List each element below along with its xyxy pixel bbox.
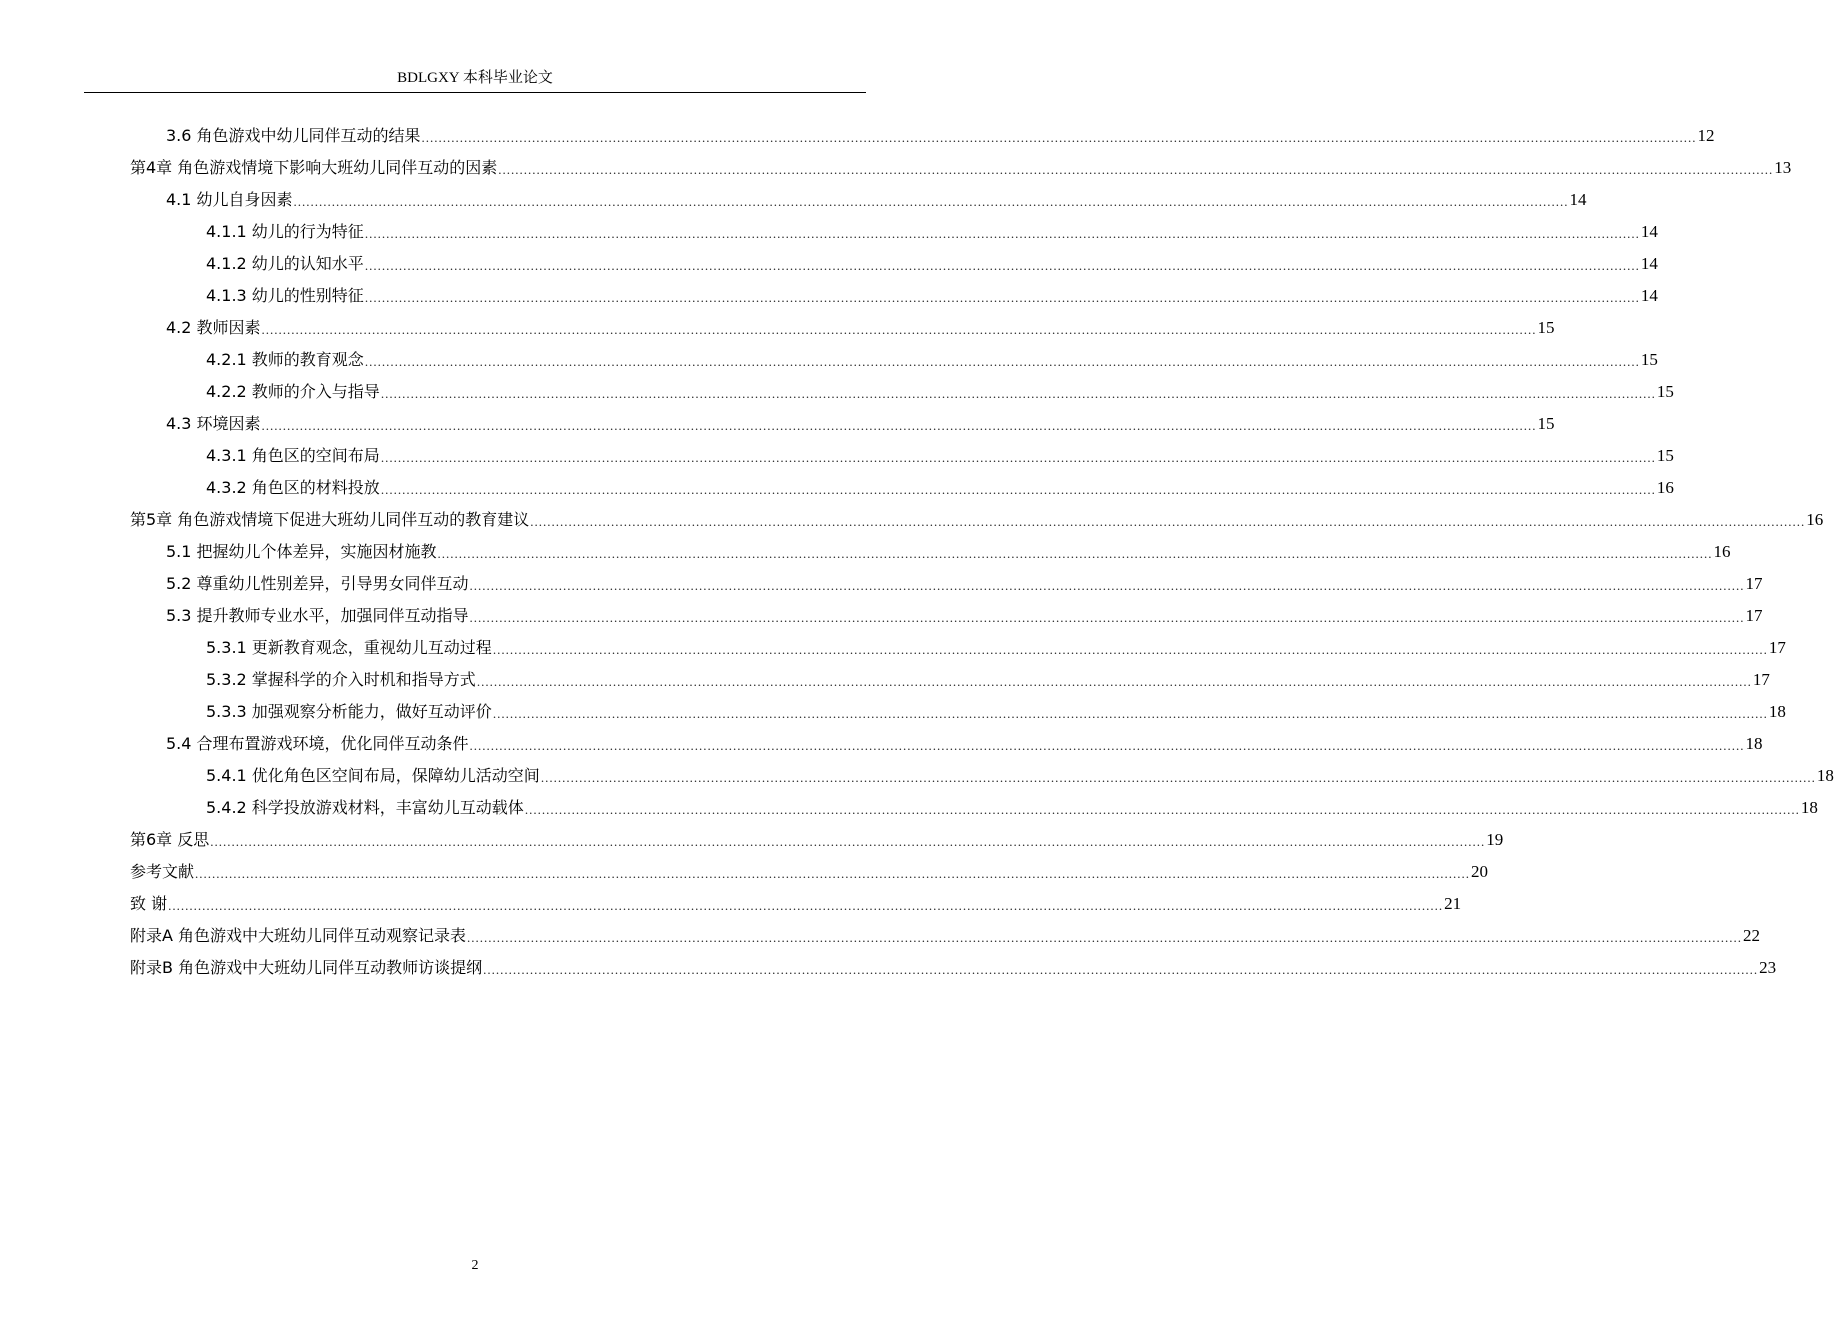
- toc-entry[interactable]: [166, 596, 1763, 626]
- toc-entry[interactable]: [206, 788, 1818, 818]
- toc-leader-dots: ............................................................................................................................................................................................................................................................................................................: [168, 898, 1444, 913]
- toc-entry-label: 5.3 提升教师专业水平，加强同伴互动指导: [166, 606, 469, 625]
- toc-entry-page: 14: [1640, 222, 1658, 241]
- toc-entry[interactable]: [166, 180, 1587, 210]
- toc-entry-label: 5.2 尊重幼儿性别差异，引导男女同伴互动: [166, 574, 469, 593]
- toc-entry-page: 15: [1537, 318, 1555, 337]
- toc-entry[interactable]: [206, 468, 1674, 498]
- toc-entry-page: 17: [1745, 606, 1763, 625]
- toc-entry-page: 22: [1743, 926, 1761, 945]
- toc-entry-label: 5.3.2 掌握科学的介入时机和指导方式: [206, 670, 476, 689]
- toc-entry[interactable]: [130, 500, 1824, 530]
- toc-leader-dots: ............................................................................................................................................................................................................................................................................................................: [210, 834, 1486, 849]
- toc-entry-label: 附录B 角色游戏中大班幼儿同伴互动教师访谈提纲: [130, 958, 483, 977]
- toc-leader-dots: ............................................................................................................................................................................................................................................................................................................: [469, 610, 1745, 625]
- toc-entry[interactable]: [206, 340, 1658, 370]
- toc-entry-label: 4.2.1 教师的教育观念: [206, 350, 364, 369]
- toc-entry-label: 5.4.2 科学投放游戏材料，丰富幼儿互动载体: [206, 798, 524, 817]
- toc-leader-dots: ............................................................................................................................................................................................................................................................................................................: [380, 386, 1656, 401]
- toc-leader-dots: ............................................................................................................................................................................................................................................................................................................: [437, 546, 1713, 561]
- toc-entry-page: 14: [1640, 254, 1658, 273]
- toc-leader-dots: ............................................................................................................................................................................................................................................................................................................: [492, 642, 1768, 657]
- toc-entry-label: 4.1.2 幼儿的认知水平: [206, 254, 364, 273]
- toc-leader-dots: ............................................................................................................................................................................................................................................................................................................: [364, 290, 1640, 305]
- toc-entry[interactable]: [206, 628, 1786, 658]
- toc-leader-dots: ............................................................................................................................................................................................................................................................................................................: [293, 194, 1569, 209]
- toc-leader-dots: ............................................................................................................................................................................................................................................................................................................: [261, 322, 1537, 337]
- toc-leader-dots: ............................................................................................................................................................................................................................................................................................................: [380, 482, 1656, 497]
- toc-entry-page: 18: [1745, 734, 1763, 753]
- toc-leader-dots: ............................................................................................................................................................................................................................................................................................................: [364, 226, 1640, 241]
- toc-entry-label: 5.3.1 更新教育观念，重视幼儿互动过程: [206, 638, 492, 657]
- toc-entry-page: 21: [1444, 894, 1462, 913]
- toc-entry-page: 17: [1752, 670, 1770, 689]
- toc-leader-dots: ............................................................................................................................................................................................................................................................................................................: [483, 962, 1759, 977]
- toc-leader-dots: ............................................................................................................................................................................................................................................................................................................: [261, 418, 1537, 433]
- toc-leader-dots: ............................................................................................................................................................................................................................................................................................................: [492, 706, 1768, 721]
- toc-leader-dots: ............................................................................................................................................................................................................................................................................................................: [469, 578, 1745, 593]
- toc-entry-label: 4.2.2 教师的介入与指导: [206, 382, 380, 401]
- toc-entry[interactable]: [166, 564, 1763, 594]
- toc-leader-dots: ............................................................................................................................................................................................................................................................................................................: [195, 866, 1471, 881]
- toc-entry[interactable]: [206, 212, 1658, 242]
- toc-entry-label: 4.3.1 角色区的空间布局: [206, 446, 380, 465]
- toc-leader-dots: ............................................................................................................................................................................................................................................................................................................: [498, 162, 1774, 177]
- toc-entry-label: 4.3.2 角色区的材料投放: [206, 478, 380, 497]
- toc-entry-label: 4.1.1 幼儿的行为特征: [206, 222, 364, 241]
- toc-entry-page: 18: [1816, 766, 1834, 785]
- toc-entry[interactable]: [130, 916, 1761, 946]
- toc-entry-page: 19: [1486, 830, 1504, 849]
- toc-entry[interactable]: [206, 436, 1674, 466]
- toc-entry-page: 15: [1537, 414, 1555, 433]
- toc-entry-label: 致 谢: [130, 894, 168, 913]
- toc-entry-label: 5.1 把握幼儿个体差异，实施因材施教: [166, 542, 437, 561]
- page-header: BDLGXY 本科毕业论文: [84, 64, 866, 93]
- toc-entry[interactable]: [130, 820, 1504, 850]
- toc-leader-dots: ............................................................................................................................................................................................................................................................................................................: [540, 770, 1816, 785]
- toc-entry-page: 18: [1768, 702, 1786, 721]
- toc-entry[interactable]: [130, 884, 1462, 914]
- toc-leader-dots: ............................................................................................................................................................................................................................................................................................................: [380, 450, 1656, 465]
- toc-entry-page: 14: [1640, 286, 1658, 305]
- toc-entry-label: 第6章 反思: [130, 830, 210, 849]
- toc-entry-label: 5.4 合理布置游戏环境，优化同伴互动条件: [166, 734, 469, 753]
- toc-entry-page: 16: [1806, 510, 1824, 529]
- toc-entry-page: 23: [1759, 958, 1777, 977]
- toc-entry[interactable]: [130, 852, 1489, 882]
- toc-leader-dots: ............................................................................................................................................................................................................................................................................................................: [469, 738, 1745, 753]
- toc-entry[interactable]: [206, 244, 1658, 274]
- toc-leader-dots: ............................................................................................................................................................................................................................................................................................................: [421, 130, 1697, 145]
- toc-entry-label: 附录A 角色游戏中大班幼儿同伴互动观察记录表: [130, 926, 467, 945]
- toc-entry-page: 17: [1768, 638, 1786, 657]
- page-number: 2: [471, 1258, 479, 1273]
- toc-entry-label: 3.6 角色游戏中幼儿同伴互动的结果: [166, 126, 421, 145]
- toc-entry-page: 15: [1656, 382, 1674, 401]
- toc-entry[interactable]: [206, 372, 1674, 402]
- toc-entry-page: 18: [1800, 798, 1818, 817]
- toc-leader-dots: ............................................................................................................................................................................................................................................................................................................: [524, 802, 1800, 817]
- toc-entry[interactable]: [166, 532, 1731, 562]
- toc-entry[interactable]: [206, 660, 1770, 690]
- toc-entry[interactable]: [130, 148, 1792, 178]
- toc-entry[interactable]: [166, 116, 1715, 146]
- toc-entry[interactable]: [166, 724, 1763, 754]
- toc-leader-dots: ............................................................................................................................................................................................................................................................................................................: [467, 930, 1743, 945]
- toc-entry-page: 12: [1697, 126, 1715, 145]
- toc-entry[interactable]: [166, 308, 1555, 338]
- toc-entry-label: 4.3 环境因素: [166, 414, 261, 433]
- toc-entry-page: 16: [1713, 542, 1731, 561]
- toc-entry-page: 16: [1656, 478, 1674, 497]
- toc-entry-label: 4.2 教师因素: [166, 318, 261, 337]
- toc-entry-label: 5.3.3 加强观察分析能力，做好互动评价: [206, 702, 492, 721]
- toc-entry-label: 参考文献: [130, 862, 195, 881]
- toc-entry-label: 5.4.1 优化角色区空间布局，保障幼儿活动空间: [206, 766, 540, 785]
- toc-entry-label: 第4章 角色游戏情境下影响大班幼儿同伴互动的因素: [130, 158, 498, 177]
- toc-entry[interactable]: [206, 756, 1834, 786]
- toc-leader-dots: ............................................................................................................................................................................................................................................................................................................: [476, 674, 1752, 689]
- toc-entry-label: 第5章 角色游戏情境下促进大班幼儿同伴互动的教育建议: [130, 510, 530, 529]
- toc-entry[interactable]: [166, 404, 1555, 434]
- toc-entry-page: 20: [1471, 862, 1489, 881]
- toc-entry-page: 15: [1656, 446, 1674, 465]
- toc-entry-page: 17: [1745, 574, 1763, 593]
- toc-entry-label: 4.1.3 幼儿的性别特征: [206, 286, 364, 305]
- toc-entry[interactable]: [130, 948, 1777, 978]
- toc-entry-page: 14: [1569, 190, 1587, 209]
- toc-entry[interactable]: [206, 692, 1786, 722]
- toc-leader-dots: ............................................................................................................................................................................................................................................................................................................: [530, 514, 1806, 529]
- toc-entry-page: 13: [1774, 158, 1792, 177]
- toc-leader-dots: ............................................................................................................................................................................................................................................................................................................: [364, 354, 1640, 369]
- toc-entry-label: 4.1 幼儿自身因素: [166, 190, 293, 209]
- toc-leader-dots: ............................................................................................................................................................................................................................................................................................................: [364, 258, 1640, 273]
- toc-entry[interactable]: [206, 276, 1658, 306]
- toc-entry-page: 15: [1640, 350, 1658, 369]
